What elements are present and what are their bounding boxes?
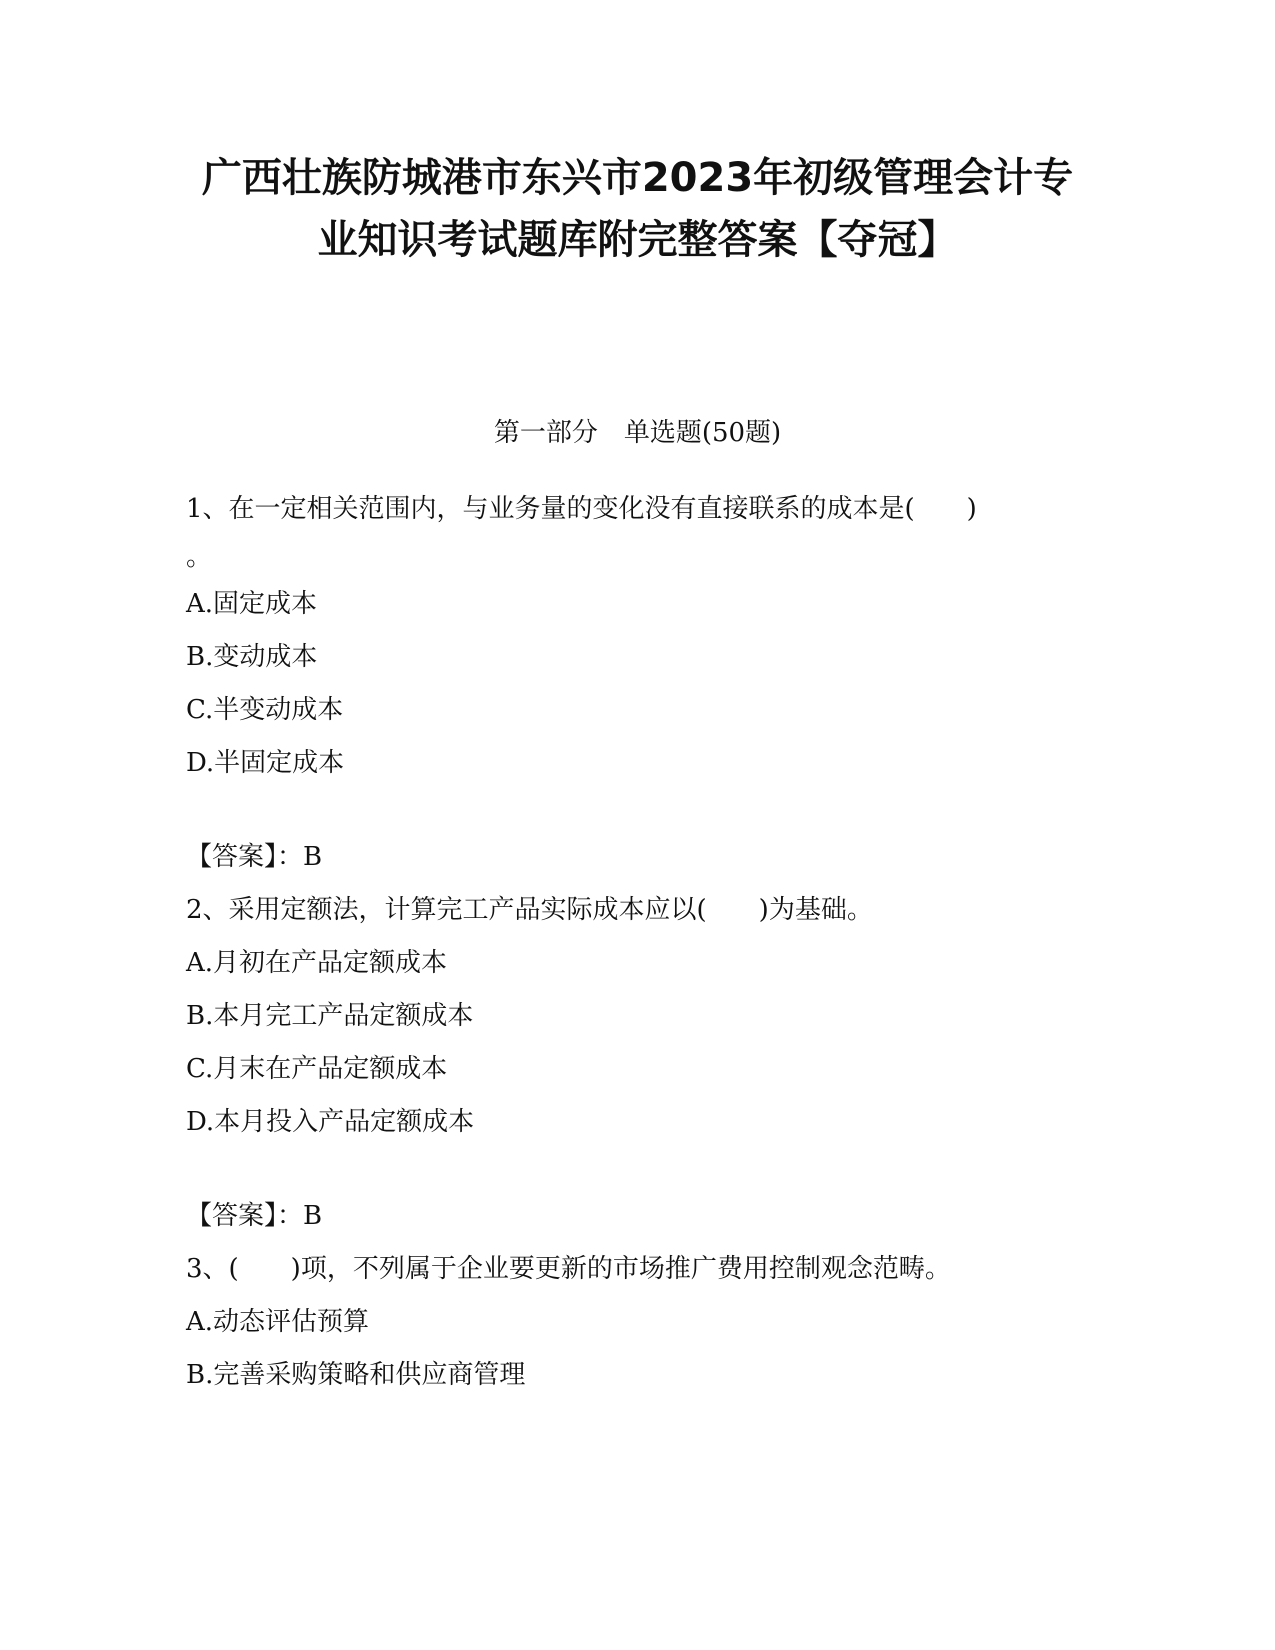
section-heading: 第一部分 单选题(50题) <box>493 418 782 448</box>
question-1-answer: 【答案】：B <box>186 842 323 872</box>
question-2-option-d: D.本月投入产品定额成本 <box>186 1107 475 1137</box>
question-3-stem: 3、( )项，不列属于企业要更新的市场推广费用控制观念范畴。 <box>186 1254 951 1284</box>
question-1-option-c: C.半变动成本 <box>186 695 344 725</box>
question-1-stem: 1、在一定相关范围内，与业务量的变化没有直接联系的成本是( ) <box>186 494 977 524</box>
document-title-line-2: 业知识考试题库附完整答案【夺冠】 <box>317 217 958 263</box>
document-title-line-1: 广西壮族防城港市东兴市2023年初级管理会计专 <box>201 155 1074 201</box>
question-2-answer: 【答案】：B <box>186 1201 323 1231</box>
question-2-option-b: B.本月完工产品定额成本 <box>186 1001 474 1031</box>
question-2-stem: 2、采用定额法，计算完工产品实际成本应以( )为基础。 <box>186 895 873 925</box>
question-2-option-a: A.月初在产品定额成本 <box>186 948 448 978</box>
question-1-option-a: A.固定成本 <box>186 589 318 619</box>
question-1-stem-continuation: 。 <box>186 542 213 572</box>
question-1-option-d: D.半固定成本 <box>186 748 345 778</box>
question-3-option-a: A.动态评估预算 <box>186 1307 370 1337</box>
question-2-option-c: C.月末在产品定额成本 <box>186 1054 448 1084</box>
question-1-option-b: B.变动成本 <box>186 642 318 672</box>
question-3-option-b: B.完善采购策略和供应商管理 <box>186 1360 526 1390</box>
